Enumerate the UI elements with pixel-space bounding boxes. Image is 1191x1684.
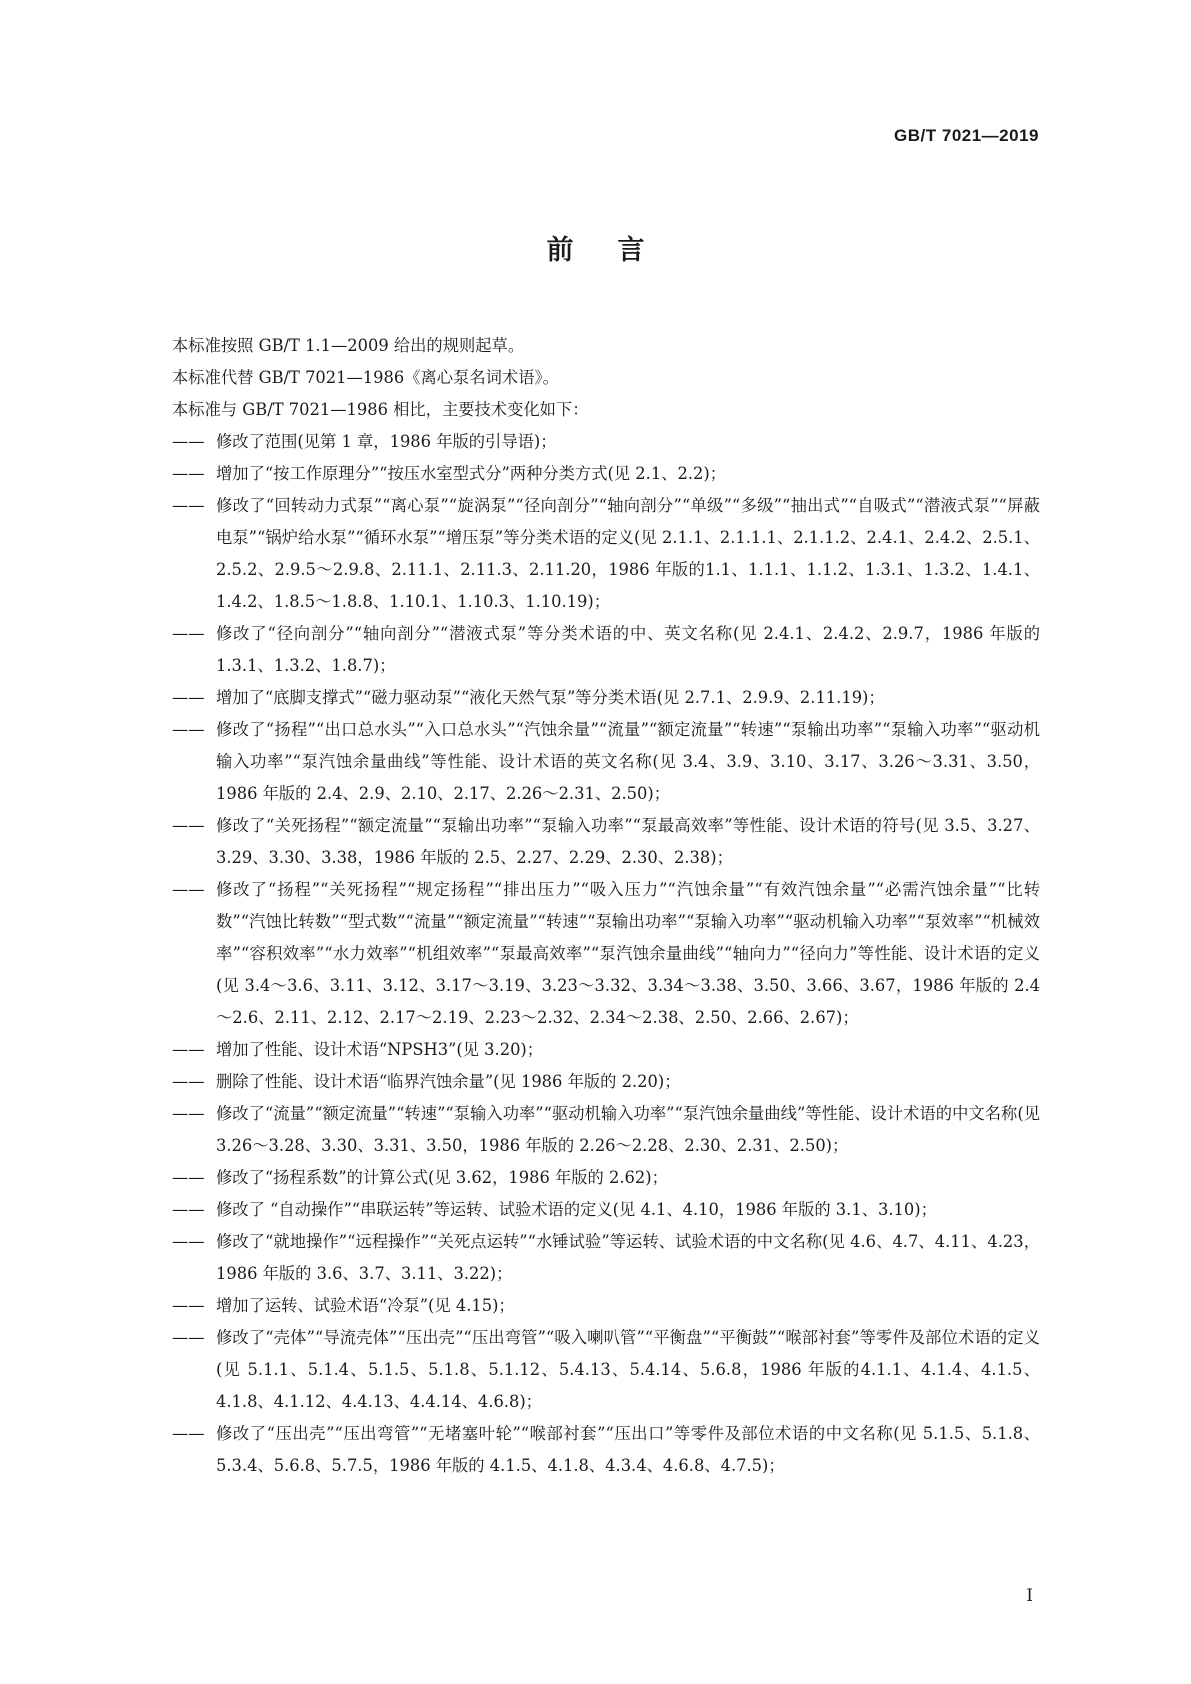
change-item xyxy=(172,682,1040,714)
change-item-text: 修改了范围(见第 1 章，1986 年版的引导语)； xyxy=(216,432,557,451)
change-item xyxy=(172,490,1040,618)
change-item xyxy=(172,1290,1040,1322)
change-item xyxy=(172,874,1040,1034)
change-item-text: 增加了“按工作原理分”“按压水室型式分”两种分类方式(见 2.1、2.2)； xyxy=(216,464,726,483)
change-item xyxy=(172,1034,1040,1066)
change-item xyxy=(172,1322,1040,1418)
change-item xyxy=(172,1194,1040,1226)
dash-marker: —— xyxy=(172,720,205,739)
change-item-text: 增加了运转、试验术语“冷泵”(见 4.15)； xyxy=(216,1296,515,1315)
change-item-text: 修改了“径向剖分”“轴向剖分”“潜液式泵”等分类术语的中、英文名称(见 2.4.1、2.4.2、2.9.7，1986 年版的 1.3.1、1.3.2、1.8.7)； xyxy=(216,624,1040,675)
dash-marker: —— xyxy=(172,880,205,899)
change-item-text: 修改了“壳体”“导流壳体”“压出壳”“压出弯管”“吸入喇叭管”“平衡盘”“平衡鼓”“喉部衬套”等零件及部位术语的定义(见 5.1.1、5.1.4、5.1.5、5.1.8、5.1.12、5.4.13、5.4.14、5.6.8，1986 年版的4.1.1、4.1.4、4.1.5、4.1.8、4.1.12、4.4.13、4.4.14、4.6.8)； xyxy=(216,1328,1040,1411)
dash-marker: —— xyxy=(172,1040,205,1059)
dash-marker: —— xyxy=(172,688,205,707)
dash-marker: —— xyxy=(172,1104,205,1123)
change-item-text: 修改了“就地操作”“远程操作”“关死点运转”“水锤试验”等运转、试验术语的中文名称(见 4.6、4.7、4.11、4.23，1986 年版的 3.6、3.7、3.11、3.22)； xyxy=(216,1232,1040,1283)
change-item-text: 修改了“扬程”“出口总水头”“入口总水头”“汽蚀余量”“流量”“额定流量”“转速”“泵输出功率”“泵输入功率”“驱动机输入功率”“泵汽蚀余量曲线”等性能、设计术语的英文名称(见 3.4、3.9、3.10、3.17、3.26～3.31、3.50，1986 年版的 2.4、2.9、2.10、2.17、2.26～2.31、2.50)； xyxy=(216,720,1040,803)
change-item-text: 修改了“关死扬程”“额定流量”“泵输出功率”“泵输入功率”“泵最高效率”等性能、设计术语的符号(见 3.5、3.27、3.29、3.30、3.38，1986 年版的 2.5、2.27、2.29、2.30、2.38)； xyxy=(216,816,1040,867)
change-item-text: 修改了“扬程系数”的计算公式(见 3.62，1986 年版的 2.62)； xyxy=(216,1168,668,1187)
change-item xyxy=(172,618,1040,682)
change-item-text: 删除了性能、设计术语“临界汽蚀余量”(见 1986 年版的 2.20)； xyxy=(216,1072,681,1091)
dash-marker: —— xyxy=(172,1232,205,1251)
dash-marker: —— xyxy=(172,624,205,643)
change-item xyxy=(172,1418,1040,1482)
page-title: 前言 xyxy=(546,235,689,266)
dash-marker: —— xyxy=(172,1424,205,1443)
dash-marker: —— xyxy=(172,816,205,835)
intro-paragraph: 本标准与 GB/T 7021—1986 相比，主要技术变化如下： xyxy=(172,400,589,419)
change-item-text: 修改了“流量”“额定流量”“转速”“泵输入功率”“驱动机输入功率”“泵汽蚀余量曲线”等性能、设计术语的中文名称(见 3.26～3.28、3.30、3.31、3.50，1986 年版的 2.26～2.28、2.30、2.31、2.50)； xyxy=(216,1104,1040,1155)
intro-paragraph: 本标准按照 GB/T 1.1—2009 给出的规则起草。 xyxy=(172,336,525,355)
dash-marker: —— xyxy=(172,496,205,515)
standard-code: GB/T 7021—2019 xyxy=(894,126,1039,145)
page-number: I xyxy=(1026,1586,1033,1606)
dash-marker: —— xyxy=(172,1168,205,1187)
change-item-text: 增加了性能、设计术语“NPSH3”(见 3.20)； xyxy=(216,1040,544,1059)
dash-marker: —— xyxy=(172,432,205,451)
change-item xyxy=(172,1226,1040,1290)
change-item-text: 增加了“底脚支撑式”“磁力驱动泵”“液化天然气泵”等分类术语(见 2.7.1、2.9.9、2.11.19)； xyxy=(216,688,885,707)
change-item xyxy=(172,426,1040,458)
change-item-text: 修改了“回转动力式泵”“离心泵”“旋涡泵”“径向剖分”“轴向剖分”“单级”“多级”“抽出式”“自吸式”“潜液式泵”“屏蔽电泵”“锅炉给水泵”“循环水泵”“增压泵”等分类术语的定义(见 2.1.1、2.1.1.1、2.1.1.2、2.4.1、2.4.2、2.5.1、2.5.2、2.9.5～2.9.8、2.11.1、2.11.3、2.11.20，1986 年版的1.1、1.1.1、1.1.2、1.3.1、1.3.2、1.4.1、1.4.2、1.8.5～1.8.8、1.10.1、1.10.3、1.10.19)； xyxy=(216,496,1040,611)
dash-marker: —— xyxy=(172,1200,205,1219)
change-item-text: 修改了“扬程”“关死扬程”“规定扬程”“排出压力”“吸入压力”“汽蚀余量”“有效汽蚀余量”“必需汽蚀余量”“比转数”“汽蚀比转数”“型式数”“流量”“额定流量”“转速”“泵输出功率”“泵输入功率”“驱动机输入功率”“泵效率”“机械效率”“容积效率”“水力效率”“机组效率”“泵最高效率”“泵汽蚀余量曲线”“轴向力”“径向力”等性能、设计术语的定义(见 3.4～3.6、3.11、3.12、3.17～3.19、3.23～3.32、3.34～3.38、3.50、3.66、3.67，1986 年版的 2.4～2.6、2.11、2.12、2.17～2.19、2.23～2.32、2.34～2.38、2.50、2.66、2.67)； xyxy=(216,880,1040,1027)
change-item-text: 修改了“压出壳”“压出弯管”“无堵塞叶轮”“喉部衬套”“压出口”等零件及部位术语的中文名称(见 5.1.5、5.1.8、5.3.4、5.6.8、5.7.5，1986 年版的 4.1.5、4.1.8、4.3.4、4.6.8、4.7.5)； xyxy=(216,1424,1040,1475)
change-item xyxy=(172,810,1040,874)
change-item xyxy=(172,714,1040,810)
change-item-text: 修改了 “自动操作”“串联运转”等运转、试验术语的定义(见 4.1、4.10，1986 年版的 3.1、3.10)； xyxy=(216,1200,937,1219)
dash-marker: —— xyxy=(172,1328,205,1347)
change-item xyxy=(172,458,1040,490)
dash-marker: —— xyxy=(172,1296,205,1315)
dash-marker: —— xyxy=(172,1072,205,1091)
change-item xyxy=(172,1066,1040,1098)
change-item xyxy=(172,1098,1040,1162)
dash-marker: —— xyxy=(172,464,205,483)
change-item xyxy=(172,1162,1040,1194)
document-body xyxy=(172,330,1040,1482)
intro-paragraph: 本标准代替 GB/T 7021—1986《离心泵名词术语》。 xyxy=(172,368,559,387)
